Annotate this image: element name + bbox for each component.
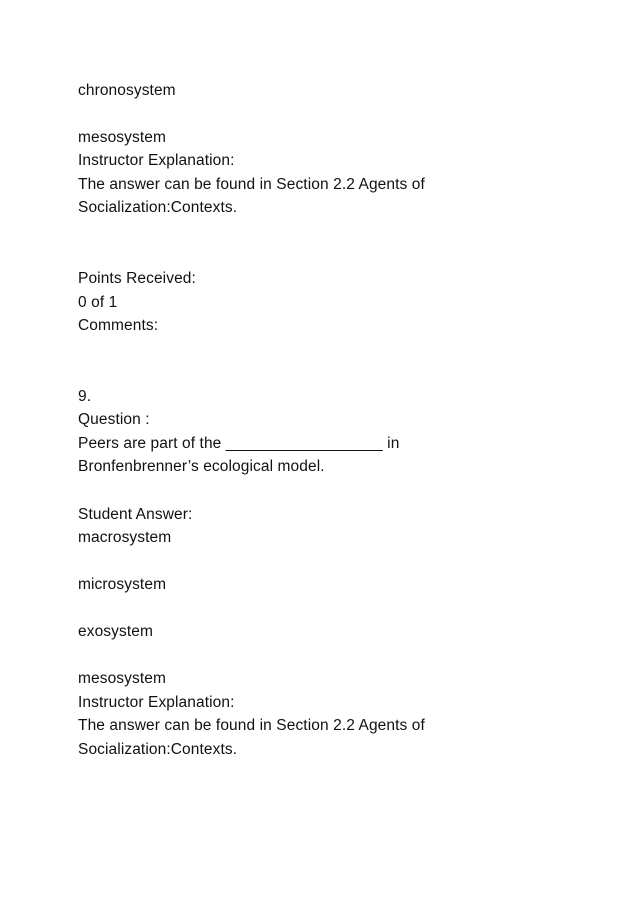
- answer-option-mesosystem: mesosystem: [78, 129, 166, 146]
- question-text: Peers are part of the __________________ in: [78, 435, 400, 452]
- instructor-explanation-label: Instructor Explanation:: [78, 152, 235, 169]
- comments-label: Comments:: [78, 317, 159, 334]
- instructor-explanation-text: The answer can be found in Section 2.2 Agents of: [78, 717, 425, 734]
- instructor-explanation-text: Socialization:Contexts.: [78, 199, 238, 216]
- answer-option: microsystem: [78, 576, 167, 593]
- question-text: Bronfenbrenner’s ecological model.: [78, 458, 325, 475]
- instructor-explanation-label: Instructor Explanation:: [78, 694, 235, 711]
- answer-option: macrosystem: [78, 529, 172, 546]
- instructor-explanation-text: Socialization:Contexts.: [78, 741, 238, 758]
- points-received-label: Points Received:: [78, 270, 196, 287]
- answer-option-chronosystem: chronosystem: [78, 82, 176, 99]
- answer-option: exosystem: [78, 623, 153, 640]
- points-received-value: 0 of 1: [78, 294, 118, 311]
- question-number: 9.: [78, 388, 92, 405]
- answer-option: mesosystem: [78, 670, 166, 687]
- student-answer-label: Student Answer:: [78, 506, 193, 523]
- question-label: Question :: [78, 411, 150, 428]
- instructor-explanation-text: The answer can be found in Section 2.2 Agents of: [78, 176, 425, 193]
